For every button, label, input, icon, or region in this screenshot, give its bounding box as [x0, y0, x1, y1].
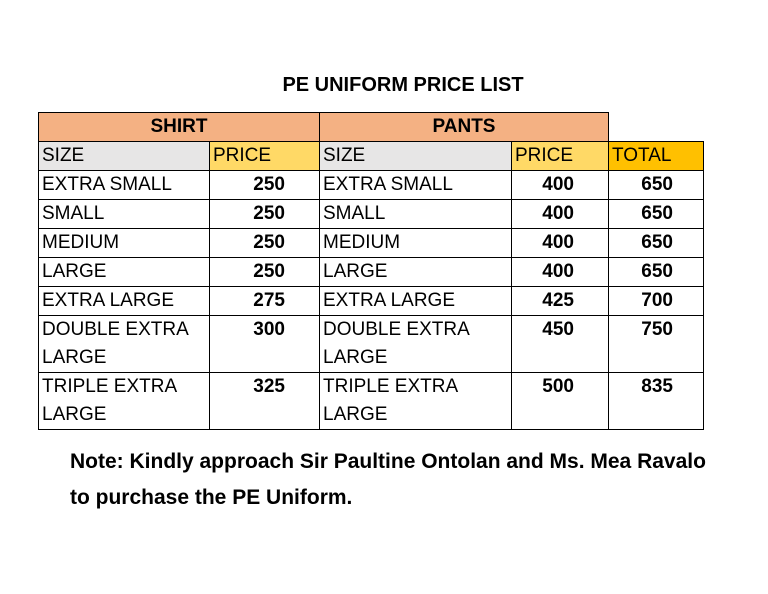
- empty-cell: [609, 113, 704, 142]
- pants-size-cell: SMALL: [320, 200, 512, 229]
- shirt-price-cell: 325: [210, 373, 320, 430]
- shirt-price-cell: 250: [210, 229, 320, 258]
- table-row: [39, 287, 704, 316]
- pants-size-cell: MEDIUM: [320, 229, 512, 258]
- pants-price-cell: 450: [512, 316, 609, 373]
- total-cell: 650: [609, 200, 704, 229]
- page-title: PE UNIFORM PRICE LIST: [282, 74, 524, 96]
- shirt-price-header: PRICE: [210, 142, 320, 171]
- group-header-row: [39, 113, 704, 142]
- pants-size-cell: EXTRA SMALL: [320, 171, 512, 200]
- shirt-size-cell: MEDIUM: [39, 229, 210, 258]
- pants-price-cell: 400: [512, 258, 609, 287]
- shirt-size-cell: EXTRA LARGE: [39, 287, 210, 316]
- total-cell: 750: [609, 316, 704, 373]
- shirt-size-cell: DOUBLE EXTRA LARGE: [39, 316, 210, 373]
- table-row: [39, 258, 704, 287]
- pants-size-cell: LARGE: [320, 258, 512, 287]
- pants-price-cell: 400: [512, 200, 609, 229]
- column-header-row: [39, 142, 704, 171]
- table-row: [39, 171, 704, 200]
- pants-size-header: SIZE: [320, 142, 512, 171]
- table-row: [39, 373, 704, 430]
- price-table: [38, 112, 704, 430]
- total-cell: 700: [609, 287, 704, 316]
- total-cell: 650: [609, 229, 704, 258]
- total-cell: 650: [609, 171, 704, 200]
- shirt-price-cell: 250: [210, 171, 320, 200]
- total-cell: 835: [609, 373, 704, 430]
- shirt-size-cell: LARGE: [39, 258, 210, 287]
- purchase-note: Note: Kindly approach Sir Paultine Ontolan and Ms. Mea Ravalo to purchase the PE Uniform.: [70, 450, 706, 509]
- pants-price-header: PRICE: [512, 142, 609, 171]
- pants-size-cell: EXTRA LARGE: [320, 287, 512, 316]
- table-row: [39, 229, 704, 258]
- shirt-size-cell: TRIPLE EXTRA LARGE: [39, 373, 210, 430]
- pants-price-cell: 500: [512, 373, 609, 430]
- pants-price-cell: 425: [512, 287, 609, 316]
- table-row: [39, 200, 704, 229]
- shirt-price-cell: 275: [210, 287, 320, 316]
- shirt-size-header: SIZE: [39, 142, 210, 171]
- shirt-price-cell: 300: [210, 316, 320, 373]
- shirt-price-cell: 250: [210, 200, 320, 229]
- shirt-size-cell: SMALL: [39, 200, 210, 229]
- shirt-header: SHIRT: [39, 113, 320, 142]
- shirt-price-cell: 250: [210, 258, 320, 287]
- shirt-size-cell: EXTRA SMALL: [39, 171, 210, 200]
- total-header: TOTAL: [609, 142, 704, 171]
- pants-size-cell: TRIPLE EXTRA LARGE: [320, 373, 512, 430]
- pants-size-cell: DOUBLE EXTRA LARGE: [320, 316, 512, 373]
- pants-price-cell: 400: [512, 229, 609, 258]
- pants-price-cell: 400: [512, 171, 609, 200]
- pants-header: PANTS: [320, 113, 609, 142]
- total-cell: 650: [609, 258, 704, 287]
- table-row: [39, 316, 704, 373]
